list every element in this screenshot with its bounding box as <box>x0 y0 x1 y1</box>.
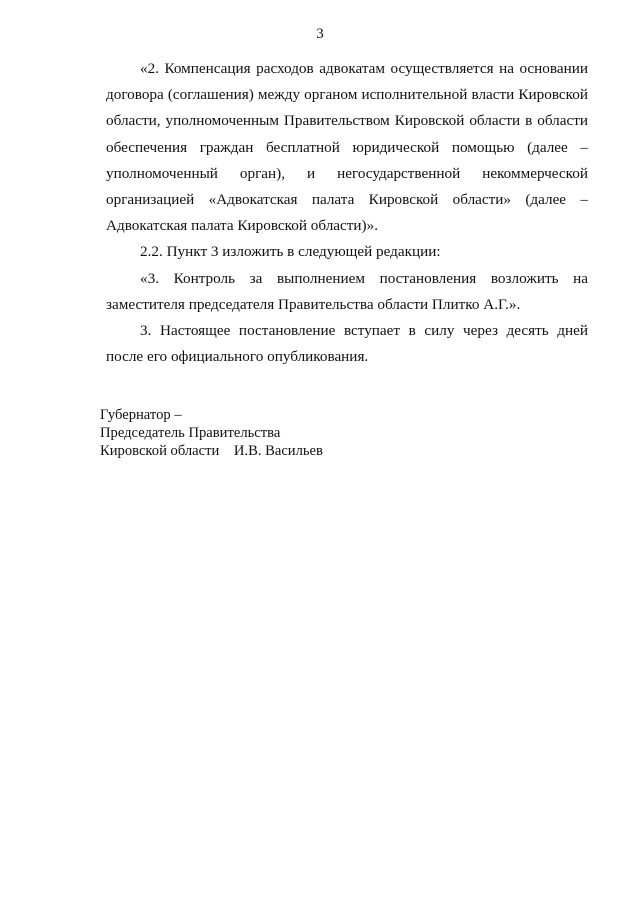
document-body <box>106 56 588 370</box>
paragraph-control: «3. Контроль за выполнением постановления возложить на заместителя председателя Правительства области Плитко А.Г.». <box>106 269 588 313</box>
paragraph-effective-date: 3. Настоящее постановление вступает в силу через десять дней после его официального опубликования. <box>106 322 588 366</box>
signature-block <box>100 406 323 460</box>
signature-name: Кировской области И.В. Васильев <box>100 443 323 459</box>
signature-title-chairman: Председатель Правительства <box>100 425 281 441</box>
paragraph-compensation: «2. Компенсация расходов адвокатам осуществляется на основании договора (соглашения) между органом исполнительной власти Кировской области, уполномоченным Правительством Кировской области в области обеспечения граждан бесплатной юридической помощью (далее – уполномоченный орган), и негосударственной некоммерческой организацией «Адвокатская палата Кировской области» (далее – Адвокатская палата Кировской области)». <box>106 60 588 235</box>
paragraph-item-2-2: 2.2. Пункт 3 изложить в следующей редакции: <box>140 243 441 261</box>
signature-title-governor: Губернатор – <box>100 407 182 423</box>
page-number: 3 <box>316 26 324 42</box>
